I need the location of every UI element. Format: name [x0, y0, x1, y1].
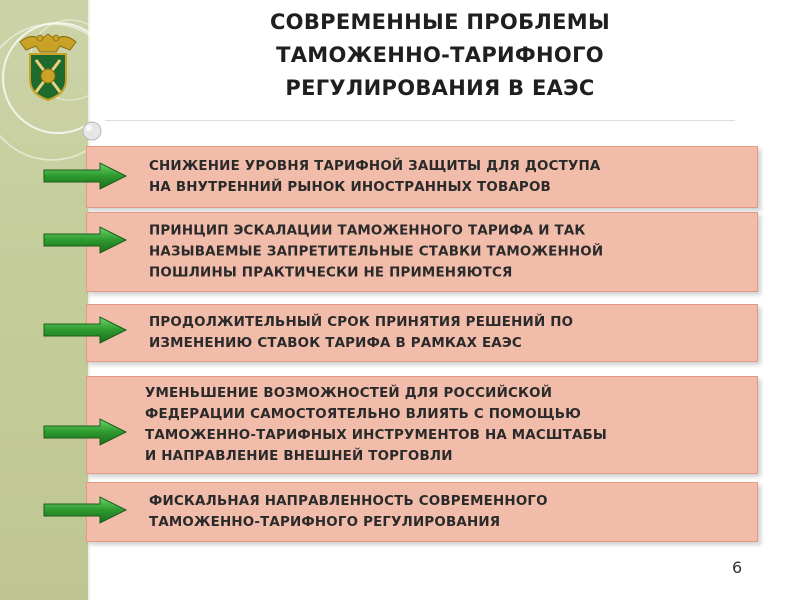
green-arrow-icon: [42, 226, 128, 254]
green-arrow-icon: [42, 418, 128, 446]
problem-text-line: НА ВНУТРЕННИЙ РЫНОК ИНОСТРАННЫХ ТОВАРОВ: [149, 180, 551, 195]
green-arrow-icon: [42, 316, 128, 344]
problem-text-line: ТАМОЖЕННО-ТАРИФНОГО РЕГУЛИРОВАНИЯ: [149, 515, 501, 530]
problem-text-line: ТАМОЖЕННО-ТАРИФНЫХ ИНСТРУМЕНТОВ НА МАСШТАБЫ: [145, 428, 608, 443]
green-arrow-icon: [42, 162, 128, 190]
title-line: РЕГУЛИРОВАНИЯ В ЕАЭС: [285, 76, 595, 100]
problem-box: [86, 212, 758, 292]
problem-text-line: ФЕДЕРАЦИИ САМОСТОЯТЕЛЬНО ВЛИЯТЬ С ПОМОЩЬЮ: [145, 407, 582, 422]
problem-text-line: СНИЖЕНИЕ УРОВНЯ ТАРИФНОЙ ЗАЩИТЫ ДЛЯ ДОСТУПА: [149, 159, 601, 174]
problem-text: [149, 221, 739, 284]
problem-box: [86, 376, 758, 474]
problem-box: [86, 482, 758, 542]
title-line: ТАМОЖЕННО-ТАРИФНОГО: [276, 43, 604, 67]
problem-text-line: НАЗЫВАЕМЫЕ ЗАПРЕТИТЕЛЬНЫЕ СТАВКИ ТАМОЖЕННОЙ: [149, 244, 604, 260]
green-arrow-icon: [42, 496, 128, 524]
slide-title: [150, 6, 730, 105]
problem-text-line: УМЕНЬШЕНИЕ ВОЗМОЖНОСТЕЙ ДЛЯ РОССИЙСКОЙ: [145, 386, 553, 401]
title-divider: [105, 120, 735, 121]
problem-text: [149, 156, 739, 198]
problem-box: [86, 304, 758, 362]
problem-text: [145, 383, 739, 467]
problem-text: [149, 312, 739, 354]
problem-text-line: ПРИНЦИП ЭСКАЛАЦИИ ТАМОЖЕННОГО ТАРИФА И ТАК: [149, 223, 586, 239]
problem-text: [149, 491, 739, 533]
page-number: 6: [732, 558, 743, 577]
problem-text-line: ФИСКАЛЬНАЯ НАПРАВЛЕННОСТЬ СОВРЕМЕННОГО: [149, 494, 548, 509]
problem-text-line: ПОШЛИНЫ ПРАКТИЧЕСКИ НЕ ПРИМЕНЯЮТСЯ: [149, 265, 513, 281]
problem-text-line: ПРОДОЛЖИТЕЛЬНЫЙ СРОК ПРИНЯТИЯ РЕШЕНИЙ ПО: [149, 315, 574, 330]
problem-box: [86, 146, 758, 208]
title-line: СОВРЕМЕННЫЕ ПРОБЛЕМЫ: [269, 10, 611, 34]
customs-emblem-icon: [16, 28, 80, 104]
problem-text-line: ИЗМЕНЕНИЮ СТАВОК ТАРИФА В РАМКАХ ЕАЭС: [149, 336, 522, 351]
problem-text-line: И НАПРАВЛЕНИЕ ВНЕШНЕЙ ТОРГОВЛИ: [145, 449, 453, 464]
